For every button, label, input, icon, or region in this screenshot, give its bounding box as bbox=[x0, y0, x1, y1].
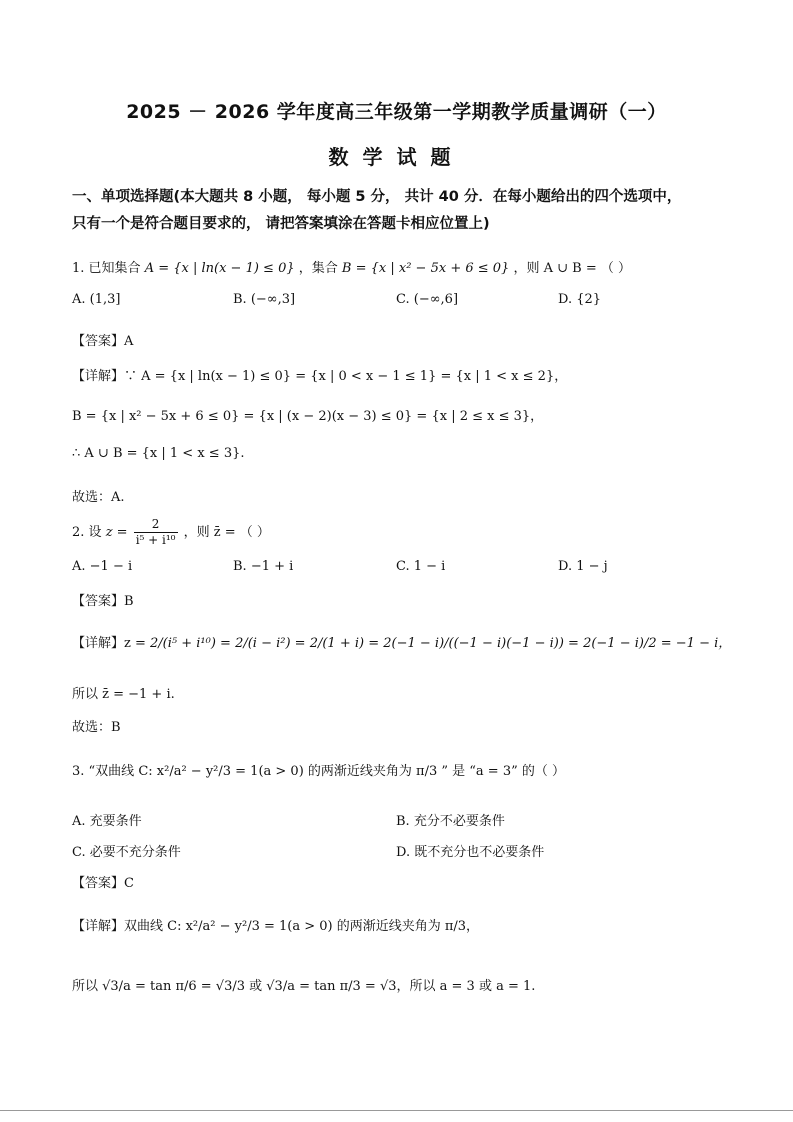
q1-stem-mid: ，集合 bbox=[298, 261, 338, 276]
q1-stem bbox=[72, 257, 631, 276]
q1-set-b: B = {x | x² − 5x + 6 ≤ 0} bbox=[341, 261, 510, 276]
q2-fraction bbox=[134, 517, 178, 548]
q2-option-a: A. −1 − i bbox=[72, 559, 133, 574]
q1-stem-tail: ，则 A ∪ B = （ ） bbox=[513, 261, 631, 276]
q1-choice: 故选：A. bbox=[72, 490, 125, 505]
q3-option-d: D. 既不充分也不必要条件 bbox=[396, 845, 545, 860]
q1-option-a: A. (1,3] bbox=[72, 292, 121, 307]
q1-detail-1: 【详解】∵ A = {x | ln(x − 1) ≤ 0} = {x | 0 < x − 1 ≤ 1} = {x | 1 < x ≤ 2}， bbox=[72, 369, 568, 384]
q2-choice: 故选：B bbox=[72, 720, 121, 735]
q3-answer: 【答案】C bbox=[72, 876, 134, 891]
q2-fraction-den: i⁵ + i¹⁰ bbox=[135, 533, 176, 547]
q3-detail: 【详解】双曲线 C: x²/a² − y²/3 = 1(a > 0) 的两渐近线夹角为 π/3， bbox=[72, 919, 480, 934]
section-line-1: 一、单项选择题(本大题共 8 小题， 每小题 5 分， 共计 40 分．在每小题给出的四个选项中， bbox=[72, 189, 682, 205]
q2-z: z = bbox=[105, 525, 128, 540]
q1-option-c: C. (−∞,6] bbox=[396, 292, 459, 307]
q2-detail-chain: 2/(i⁵ + i¹⁰) = 2/(i − i²) = 2/(1 + i) = 2(−1 − i)/((−1 − i)(−1 − i)) = 2(−1 − i)/2 = −1 − i， bbox=[150, 636, 732, 651]
q2-answer: 【答案】B bbox=[72, 594, 134, 609]
page-bottom-divider bbox=[0, 1110, 793, 1111]
q2-so: 所以 z̄ = −1 + i. bbox=[72, 687, 175, 702]
q2-detail bbox=[72, 632, 731, 651]
q1-option-d: D. {2} bbox=[558, 292, 602, 307]
section-line-2: 只有一个是符合题目要求的， 请把答案填涂在答题卡相应位置上) bbox=[72, 216, 490, 232]
q2-option-c: C. 1 − i bbox=[396, 559, 446, 574]
q1-answer: 【答案】A bbox=[72, 334, 134, 349]
q1-detail-2: B = {x | x² − 5x + 6 ≤ 0} = {x | (x − 2)(x − 3) ≤ 0} = {x | 2 ≤ x ≤ 3}， bbox=[72, 409, 544, 424]
q3-so: 所以 √3/a = tan π/6 = √3/3 或 √3/a = tan π/3 = √3，所以 a = 3 或 a = 1. bbox=[72, 979, 536, 994]
q3-stem: 3. “双曲线 C: x²/a² − y²/3 = 1(a > 0) 的两渐近线夹角为 π/3 ” 是 “a = 3” 的（ ） bbox=[72, 764, 566, 779]
q3-option-c: C. 必要不充分条件 bbox=[72, 845, 181, 860]
q1-set-a: A = {x | ln(x − 1) ≤ 0} bbox=[144, 261, 295, 276]
q3-option-b: B. 充分不必要条件 bbox=[396, 814, 505, 829]
q1-option-b: B. (−∞,3] bbox=[233, 292, 296, 307]
section-instructions bbox=[72, 184, 732, 238]
q2-option-b: B. −1 + i bbox=[233, 559, 294, 574]
q2-stem-prefix: 2. 设 bbox=[72, 525, 102, 540]
q1-stem-prefix: 1. 已知集合 bbox=[72, 261, 141, 276]
q2-stem-tail: ，则 z̄ = （ ） bbox=[183, 525, 270, 540]
page-subtitle: 数学试题 bbox=[328, 145, 465, 169]
q2-detail-prefix: 【详解】z = bbox=[72, 636, 146, 651]
q3-option-a: A. 充要条件 bbox=[72, 814, 142, 829]
q2-option-d: D. 1 − j bbox=[558, 559, 608, 574]
page-title: 2025 － 2026 学年度高三年级第一学期教学质量调研（一） bbox=[126, 101, 667, 123]
q2-fraction-num: 2 bbox=[134, 517, 178, 533]
q2-stem bbox=[72, 517, 270, 548]
q1-detail-3: ∴ A ∪ B = {x | 1 < x ≤ 3}. bbox=[72, 446, 245, 461]
